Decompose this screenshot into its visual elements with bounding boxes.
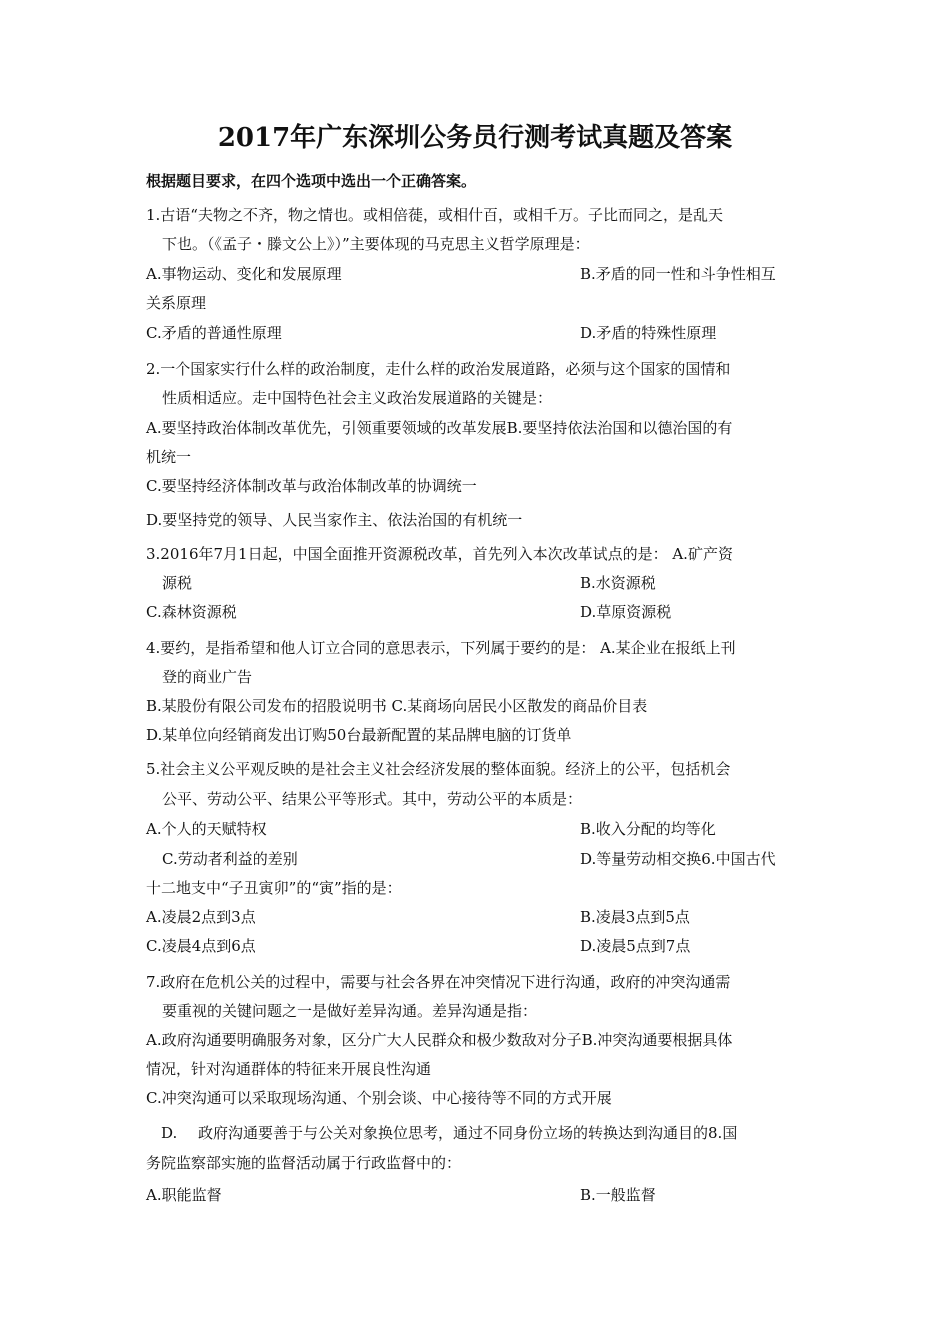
question-6-option-a: A.凌晨2点到3点 <box>146 908 256 926</box>
question-2-stem: 2.一个国家实行什么样的政治制度，走什么样的政治发展道路，必须与这个国家的国情和 <box>146 360 731 378</box>
question-3-option-a-cont: 源税 <box>162 574 193 592</box>
question-3-stem: 3.2016年7月1日起，中国全面推开资源税改革，首先列入本次改革试点的是： A.矿产资 <box>146 545 733 563</box>
question-2-stem-cont: 性质相适应。走中国特色社会主义政治发展道路的关键是： <box>162 389 553 407</box>
question-5-stem: 5.社会主义公平观反映的是社会主义社会经济发展的整体面貌。经济上的公平，包括机会 <box>146 760 731 778</box>
question-7-option-d-label: D. <box>161 1124 178 1142</box>
question-4-stem: 4.要约，是指希望和他人订立合同的意思表示，下列属于要约的是： A.某企业在报纸上刊 <box>146 639 736 657</box>
question-1-option-c: C.矛盾的普通性原理 <box>146 324 282 342</box>
question-3-option-b: B.水资源税 <box>580 574 656 592</box>
question-3-option-d: D.草原资源税 <box>580 603 672 621</box>
question-2-option-d: D.要坚持党的领导、人民当家作主、依法治国的有机统一 <box>146 511 523 529</box>
question-7-option-b-cont: 情况，针对沟通群体的特征来开展良性沟通 <box>146 1060 432 1078</box>
question-5-option-c: C.劳动者利益的差别 <box>162 850 298 868</box>
question-1-option-a: A.事物运动、变化和发展原理 <box>146 265 342 283</box>
question-7-stem: 7.政府在危机公关的过程中，需要与社会各界在冲突情况下进行沟通，政府的冲突沟通需 <box>146 973 731 991</box>
question-6-stem: 十二地支中“子丑寅卯”的“寅”指的是： <box>146 879 402 897</box>
question-5-option-b: B.收入分配的均等化 <box>580 820 716 838</box>
question-2-option-b-cont: 机统一 <box>146 448 192 466</box>
question-1-stem-cont: 下也。（《孟子・滕文公上》）”主要体现的马克思主义哲学原理是： <box>162 235 590 253</box>
question-4-option-a-cont: 登的商业广告 <box>162 668 253 686</box>
question-6-option-b: B.凌晨3点到5点 <box>580 908 690 926</box>
question-2-option-c: C.要坚持经济体制改革与政治体制改革的协调统一 <box>146 477 477 495</box>
question-7-option-d: 政府沟通要善于与公关对象换位思考，通过不同身份立场的转换达到沟通目的8.国 <box>198 1124 738 1142</box>
question-3-option-c: C.森林资源税 <box>146 603 237 621</box>
document-title: 2017年广东深圳公务员行测考试真题及答案 <box>217 123 733 153</box>
question-1-stem: 1.古语“夫物之不齐，物之情也。或相倍蓰，或相什百，或相千万。子比而同之，是乱天 <box>146 206 723 224</box>
question-8-option-a: A.职能监督 <box>146 1186 222 1204</box>
question-2-options-ab: A.要坚持政治体制改革优先，引领重要领域的改革发展B.要坚持依法治国和以德治国的有 <box>146 419 733 437</box>
question-7-option-c: C.冲突沟通可以采取现场沟通、个别会谈、中心接待等不同的方式开展 <box>146 1089 612 1107</box>
question-6-option-d: D.凌晨5点到7点 <box>580 937 691 955</box>
instruction-text: 根据题目要求，在四个选项中选出一个正确答案。 <box>146 172 477 190</box>
question-1-option-d: D.矛盾的特殊性原理 <box>580 324 717 342</box>
question-1-option-b-cont: 关系原理 <box>146 294 207 312</box>
question-6-option-c: C.凌晨4点到6点 <box>146 937 256 955</box>
question-7-options-ab: A.政府沟通要明确服务对象，区分广大人民群众和极少数敌对分子B.冲突沟通要根据具体 <box>146 1031 733 1049</box>
question-4-option-d: D.某单位向经销商发出订购50台最新配置的某品牌电脑的订货单 <box>146 726 572 744</box>
question-5-option-a: A.个人的天赋特权 <box>146 820 267 838</box>
question-7-stem-cont: 要重视的关键问题之一是做好差异沟通。差异沟通是指： <box>162 1002 538 1020</box>
question-5-option-d: D.等量劳动相交换6.中国古代 <box>580 850 776 868</box>
question-8-option-b: B.一般监督 <box>580 1186 656 1204</box>
question-5-stem-cont: 公平、劳动公平、结果公平等形式。其中，劳动公平的本质是： <box>162 790 583 808</box>
question-1-option-b: B.矛盾的同一性和斗争性相互 <box>580 265 776 283</box>
question-8-stem: 务院监察部实施的监督活动属于行政监督中的： <box>146 1154 462 1172</box>
question-4-options-bc: B.某股份有限公司发布的招股说明书 C.某商场向居民小区散发的商品价目表 <box>146 697 648 715</box>
